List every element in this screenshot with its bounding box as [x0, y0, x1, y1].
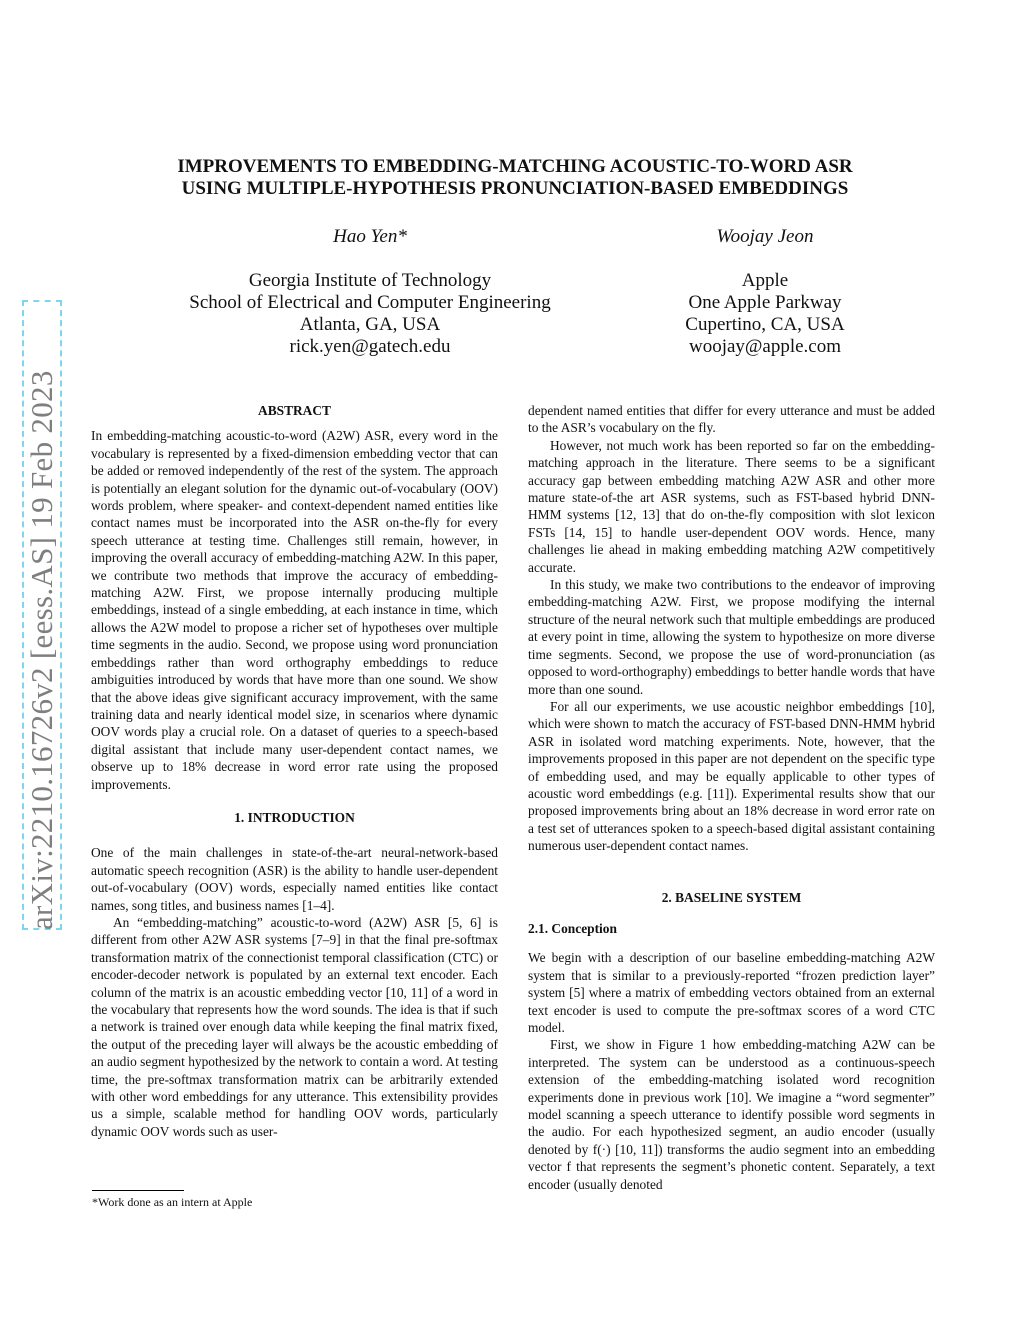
paper-title [100, 156, 930, 200]
right-column [528, 402, 935, 1193]
author-block-2 [640, 226, 890, 358]
abstract-text: In embedding-matching acoustic-to-word (A2W) ASR, every word in the vocabulary is represented by a fixed-dimension embedding vector that can be added or removed independently of the rest of the system. The approach is potentially an elegant solution for the dynamic out-of-vocabulary (OOV) words problem, where speaker- and context-dependent named entities like contact names must be incorporated into the ASR on-the-fly for every speech utterance at testing time. Challenges still remain, however, in improving the overall accuracy of embedding-matching A2W. In this paper, we contribute two methods that improve the accuracy of embedding-matching A2W. First, we propose internally producing multiple embeddings, instead of a single embedding, at each instance in time, which allows the A2W model to propose a richer set of hypotheses over multiple time segments in the audio. Second, we propose using word pronunciation embeddings rather than word orthography embeddings to reduce ambiguities introduced by words that have more than one sound. We show that the above ideas give significant accuracy improvement, with the same training data and nearly identical model size, in scenarios where dynamic OOV words play a crucial role. On a dataset of queries to a speech-based digital assistant that include many user-dependent contact names, we observe up to 18% decrease in word error rate using the proposed improvements. [91, 428, 498, 792]
author-affiliation: Cupertino, CA, USA [685, 314, 845, 335]
right-paragraph-4: For all our experiments, we use acoustic neighbor embeddings [10], which were shown to match the accuracy of FST-based DNN-HMM hybrid ASR in isolated word matching experiments. Note, however, that the improvements proposed in this paper are not dependent on the specific type of embedding used, and may be equally applicable to other types of acoustic word embeddings (e.g. [11]). Experimental results show that our proposed improvements bring about an 18% decrease in word error rate on a test set of utterances spoken to a speech-based digital assistant containing numerous user-dependent contact names. [528, 698, 935, 854]
introduction-heading: 1. INTRODUCTION [234, 809, 355, 825]
title-line-2: USING MULTIPLE-HYPOTHESIS PRONUNCIATION-BASED EMBEDDINGS [181, 178, 849, 199]
author-affiliation: School of Electrical and Computer Engineering [189, 292, 551, 313]
right-paragraph-5: We begin with a description of our baseline embedding-matching A2W system that is similar to a previously-reported “frozen prediction layer” system [5] where a matrix of embedding vectors obtained from an external text encoder is used to compute the pre-softmax scores of a word CTC model. [528, 950, 935, 1035]
author-block-1 [170, 226, 570, 358]
intro-paragraph-2: An “embedding-matching” acoustic-to-word (A2W) ASR [5, 6] is different from other A2W ASR systems [7–9] in that the final pre-softmax transformation matrix of the connectionist temporal classification (CTC) or encoder-decoder network is populated by an external text encoder. Each column of the matrix is an acoustic embedding vector [10, 11] of a word in the vocabulary that represents how the word sounds. The idea is that if such a network is trained over enough data while keeping the final matrix fixed, the output of the preceding layer will always be the acoustic embedding of an audio segment hypothesized by the network to contain a word. At testing time, the pre-softmax transformation matrix can be arbitrarily extended with other word embeddings for any utterance. This extensibility provides us a simple, scalable method for handling OOV words, particularly dynamic OOV words such as user- [91, 914, 498, 1139]
right-paragraph-1: dependent named entities that differ for every utterance and must be added to the ASR’s vocabulary on the fly. [528, 403, 935, 436]
author-affiliation: Atlanta, GA, USA [299, 314, 441, 335]
conception-heading: 2.1. Conception [528, 920, 617, 936]
author-email[interactable]: rick.yen@gatech.edu [289, 336, 451, 357]
footnote: *Work done as an intern at Apple [92, 1195, 253, 1209]
baseline-heading: 2. BASELINE SYSTEM [661, 889, 802, 905]
author-name: Woojay Jeon [716, 226, 814, 247]
author-affiliation: Georgia Institute of Technology [248, 270, 492, 291]
right-paragraph-6: First, we show in Figure 1 how embedding-matching A2W can be interpreted. The system can be understood as a continuous-speech extension of the embedding-matching isolated word recognition experiments done in previous work [10]. We imagine a “word segmenter” model scanning a speech utterance to identify possible word segments in the audio. For each hypothesized segment, an audio encoder (usually denoted by f(·) [10, 11]) transforms the audio segment into an embedding vector f that represents the segment’s phonetic content. Separately, a text encoder (usually denoted [528, 1037, 935, 1192]
author-affiliation: Apple [741, 270, 789, 291]
arxiv-stamp[interactable] [22, 300, 62, 930]
right-paragraph-3: In this study, we make two contributions to the endeavor of improving embedding-matching A2W. First, we propose modifying the internal structure of the neural network such that multiple embeddings are produced at every point in time, allowing the system to hypothesize on more diverse time segments. Second, we propose the use of word-pronunciation (as opposed to word-orthography) embeddings to better handle words that have more than one sound. [528, 577, 935, 697]
title-line-1: IMPROVEMENTS TO EMBEDDING-MATCHING ACOUSTIC-TO-WORD ASR [177, 156, 853, 177]
footnote-rule [92, 1190, 184, 1191]
arxiv-stamp-text: arXiv:2210.16726v2 [eess.AS] 19 Feb 2023 [24, 370, 59, 930]
author-affiliation: One Apple Parkway [688, 292, 842, 313]
author-email[interactable]: woojay@apple.com [688, 336, 842, 357]
right-paragraph-2: However, not much work has been reported so far on the embedding-matching approach in the literature. There seems to be a significant accuracy gap between embedding matching A2W ASR and other more mature state-of-the art ASR systems, such as FST-based hybrid DNN-HMM systems [12, 13] that do on-the-fly composition with slot lexicon FSTs [14, 15] to handle user-dependent OOV words. Hence, many challenges lie ahead in making embedding matching A2W competitively accurate. [528, 437, 935, 575]
intro-paragraph-1: One of the main challenges in state-of-the-art neural-network-based automatic speech recognition (ASR) is the ability to handle user-dependent out-of-vocabulary (OOV) words, especially named entities like contact names, song titles, and business names [1–4]. [91, 845, 498, 913]
abstract-heading: ABSTRACT [258, 403, 331, 418]
author-name: Hao Yen* [333, 226, 407, 247]
left-column [91, 402, 498, 1140]
